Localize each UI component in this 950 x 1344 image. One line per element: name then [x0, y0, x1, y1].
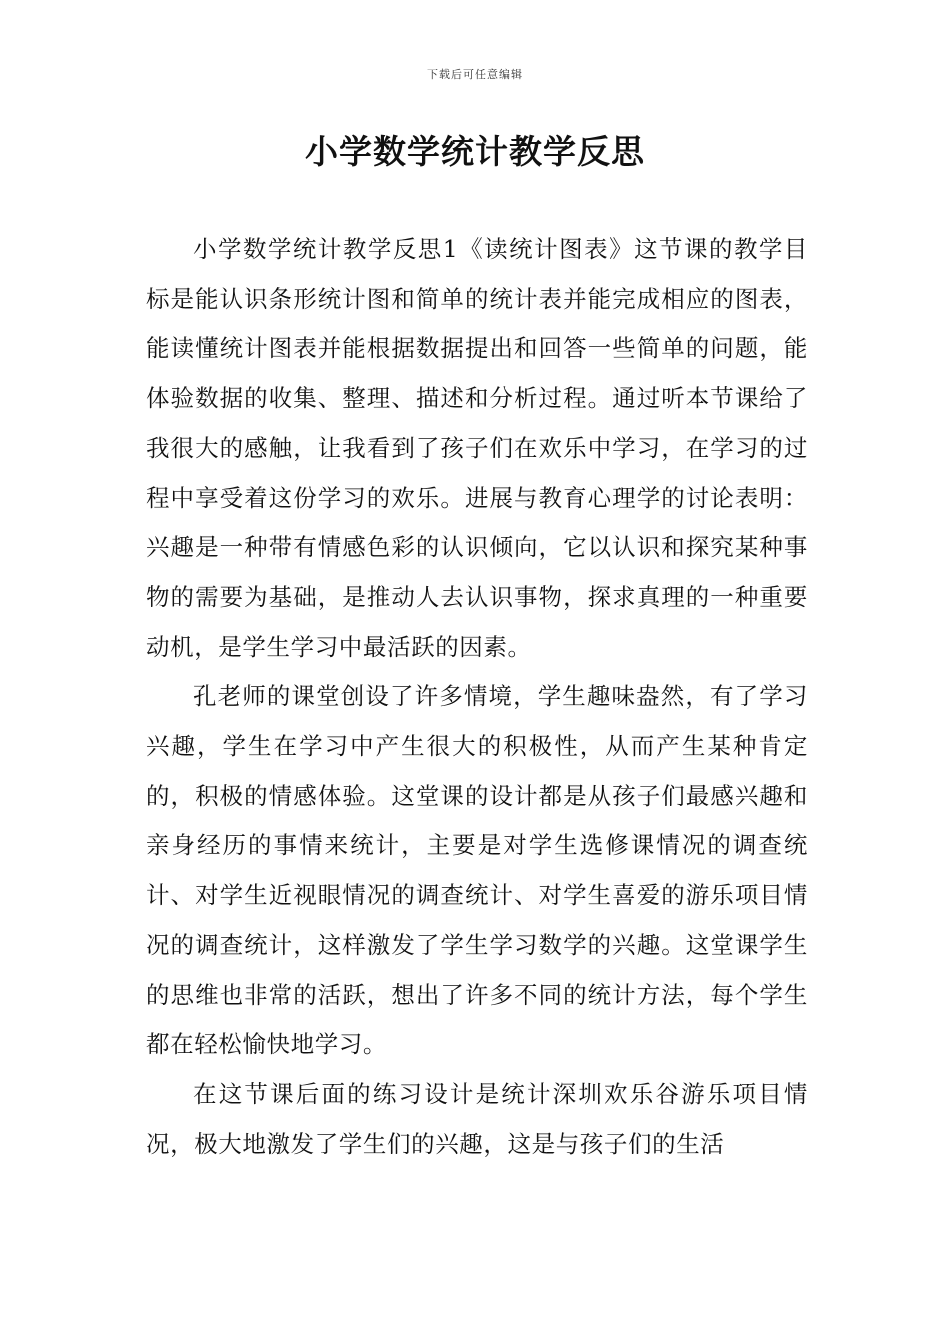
paragraph-3: 在这节课后面的练习设计是统计深圳欢乐谷游乐项目情况，极大地激发了学生们的兴趣，这是与孩子们的生活 [146, 1079, 808, 1158]
document-title: 小学数学统计教学反思 [305, 132, 645, 171]
header-note: 下载后可任意编辑 [427, 68, 523, 81]
paragraph-1: 小学数学统计教学反思1《读统计图表》这节课的教学目标是能认识条形统计图和简单的统计表并能完成相应的图表，能读懂统计图表并能根据数据提出和回答一些简单的问题，能体验数据的收集、整理、描述和分析过程。通过听本节课给了我很大的感触，让我看到了孩子们在欢乐中学习，在学习的过程中享受着这份学习的欢乐。进展与教育心理学的讨论表明：兴趣是一种带有情感色彩的认识倾向，它以认识和探究某种事物的需要为基础，是推动人去认识事物，探求真理的一种重要动机，是学生学习中最活跃的因素。 [146, 235, 808, 661]
document-body [146, 225, 808, 1169]
paragraph-2: 孔老师的课堂创设了许多情境，学生趣味盎然，有了学习兴趣，学生在学习中产生很大的积极性，从而产生某种肯定的，积极的情感体验。这堂课的设计都是从孩子们最感兴趣和亲身经历的事情来统计，主要是对学生选修课情况的调查统计、对学生近视眼情况的调查统计、对学生喜爱的游乐项目情况的调查统计，这样激发了学生学习数学的兴趣。这堂课学生的思维也非常的活跃，想出了许多不同的统计方法，每个学生都在轻松愉快地学习。 [146, 682, 808, 1059]
